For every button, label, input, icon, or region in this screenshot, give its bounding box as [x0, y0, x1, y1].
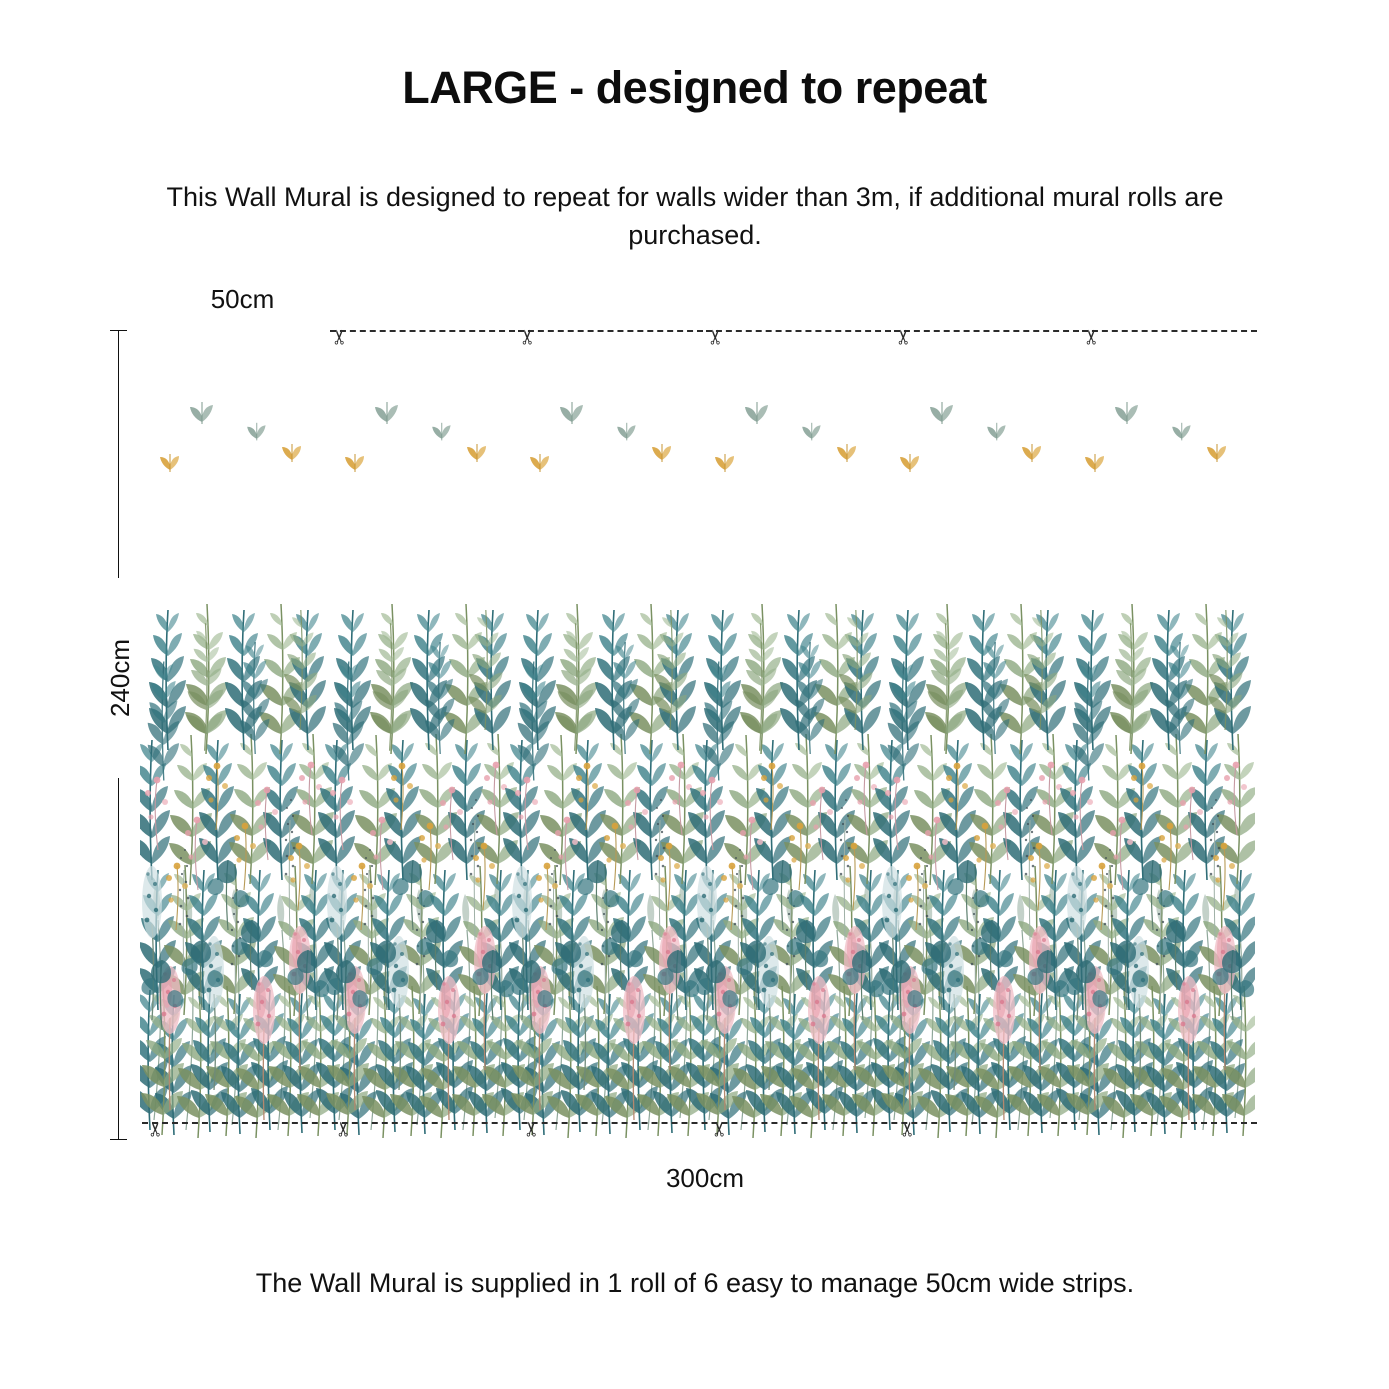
scissors-icon-bottom-3: ✂: [521, 1120, 544, 1138]
page-title: LARGE - designed to repeat: [402, 62, 987, 113]
page-subtitle: This Wall Mural is designed to repeat for walls wider than 3m, if additional mural rolls are purchased.: [166, 182, 1224, 251]
cut-line-top-5: [1082, 330, 1257, 332]
mural-artwork: [140, 330, 1255, 1140]
cut-line-top-3: [706, 330, 891, 332]
scissors-icon-top-4: ✂: [893, 328, 916, 346]
supply-note: The Wall Mural is supplied in 1 roll of 6 easy to manage 50cm wide strips.: [255, 1268, 1135, 1298]
meadow-illustration: [140, 330, 1255, 1140]
measure-cap-bottom-240: [110, 1139, 127, 1140]
scissors-icon-bottom-5: ✂: [897, 1120, 920, 1138]
width-label: 300cm: [155, 1160, 1255, 1196]
strip-width-label: 50cm: [155, 283, 330, 316]
scissors-icon-bottom-4: ✂: [709, 1120, 732, 1138]
width-measurement: [155, 1160, 1255, 1196]
cut-line-top-1: [330, 330, 515, 332]
strip-width-measurement: [155, 283, 330, 317]
scissors-icon-top-2: ✂: [517, 328, 540, 346]
scissors-icon-bottom-2: ✂: [333, 1120, 356, 1138]
scissors-icon-top-5: ✂: [1081, 328, 1104, 346]
cut-line-bottom: [142, 1122, 1257, 1124]
scissors-icon-top-3: ✂: [705, 328, 728, 346]
cut-line-top-4: [894, 330, 1079, 332]
scissors-icon-bottom-1: ✂: [145, 1120, 168, 1138]
scissors-icon-top-1: ✂: [329, 328, 352, 346]
height-label: 240cm: [102, 578, 138, 778]
measure-cap-top-240: [110, 330, 127, 331]
cut-line-top-2: [518, 330, 703, 332]
